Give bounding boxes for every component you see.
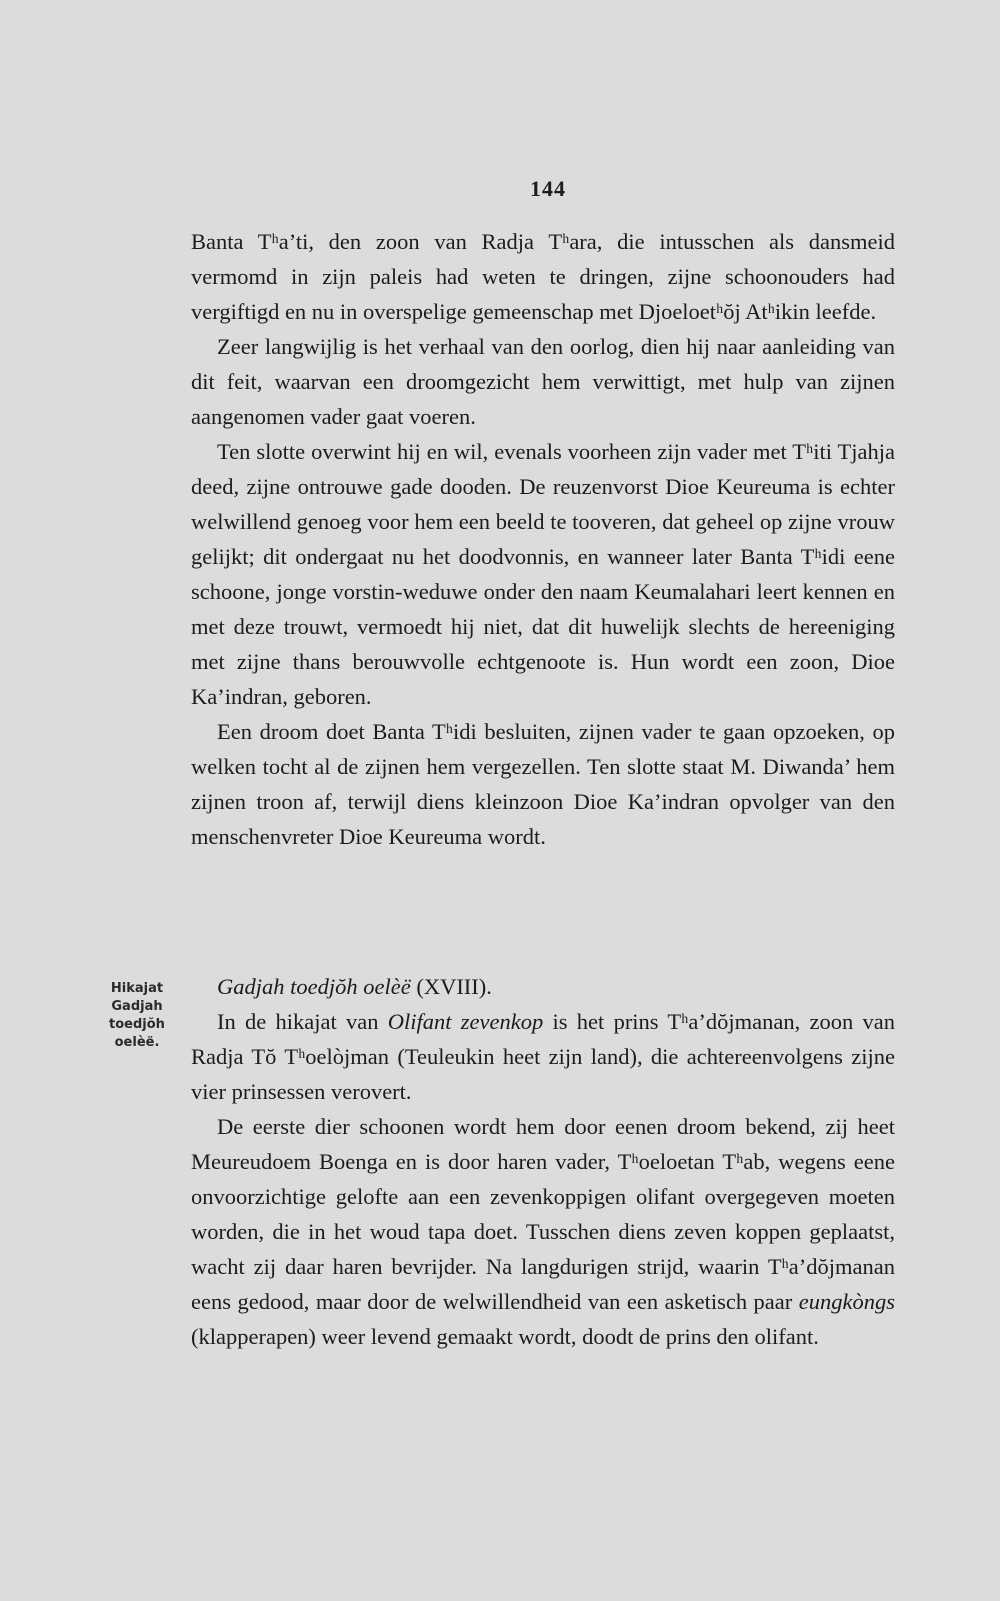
- text-block-lower: [191, 969, 895, 1354]
- paragraph: Zeer langwijlig is het verhaal van den oorlog, dien hij naar aanleiding van dit feit, waarvan een droomgezicht hem verwittigt, met hulp van zijnen aangenomen vader gaat voeren.: [191, 334, 895, 429]
- margin-note-line: Gadjah: [111, 999, 163, 1014]
- text-run: (klapperapen) weer levend gemaakt wordt, doodt de prins den olifant.: [191, 1324, 819, 1349]
- margin-note-line: oelèë.: [114, 1035, 160, 1050]
- paragraph: Banta Tʰa’ti, den zoon van Radja Tʰara, die intusschen als dansmeid vermomd in zijn paleis had weten te dringen, zijne schoonouders had vergiftigd en nu in overspelige gemeenschap met Djoeloetʰŏj Atʰikin leefde.: [191, 229, 895, 324]
- italic-term: eungkòngs: [798, 1289, 895, 1314]
- text-run: In de hikajat van: [217, 1009, 388, 1034]
- paragraph: [191, 1109, 895, 1354]
- text-run: De eerste dier schoonen wordt hem door eenen droom bekend, zij heet Meureudoem Boenga en is door haren vader, Tʰoeloetan Tʰab, wegens eene onvoorzichtige gelofte aan een zevenkoppigen olifant overgegeven moeten worden, die in het woud tapa doet. Tusschen diens zeven koppen geplaatst, wacht zij daar haren bevrijder. Na langdurigen strijd, waarin Tʰa’dŏjmanan eens gedood, maar door de welwillendheid van een asketisch paar: [191, 1114, 895, 1314]
- margin-note-line: toedjŏh: [109, 1017, 165, 1032]
- paragraph: Een droom doet Banta Tʰidi besluiten, zijnen vader te gaan opzoeken, op welken tocht al de zijnen hem vergezellen. Ten slotte staat M. Diwanda’ hem zijnen troon af, terwijl diens kleinzoon Dioe Ka’indran opvolger van den menschenvreter Dioe Keureuma wordt.: [191, 719, 895, 849]
- section-heading: [191, 969, 895, 1004]
- margin-note-line: Hikajat: [110, 981, 164, 996]
- section-heading-number: (XVIII).: [416, 974, 492, 999]
- paragraph: [191, 1004, 895, 1109]
- page-number: 144: [530, 176, 566, 201]
- paragraph: Ten slotte overwint hij en wil, evenals voorheen zijn vader met Tʰiti Tjahja deed, zijne ontrouwe gade dooden. De reuzenvorst Dioe Keureuma is echter welwillend genoeg voor hem een beeld te tooveren, dat geheel op zijne vrouw gelijkt; dit ondergaat nu het doodvonnis, en wanneer later Banta Tʰidi eene schoone, jonge vorstin-weduwe onder den naam Keumalahari leert kennen en met deze trouwt, vermoedt hij niet, dat dit huwelijk slechts de hereeniging met zijne thans berouwvolle echtgenoote is. Hun wordt een zoon, Dioe Ka’indran, geboren.: [191, 439, 895, 709]
- text-run: is het prins Tʰa’dŏjmanan, zoon van Radja Tŏ Tʰoelòjman (Teuleukin heet zijn land), die achtereenvolgens zijne vier prinsessen verovert.: [191, 1009, 895, 1104]
- text-block-upper: [191, 224, 895, 854]
- italic-title: Olifant zevenkop: [387, 1009, 544, 1034]
- section-heading-title: Gadjah toedjŏh oelèë: [217, 974, 411, 999]
- margin-note: [92, 980, 182, 1052]
